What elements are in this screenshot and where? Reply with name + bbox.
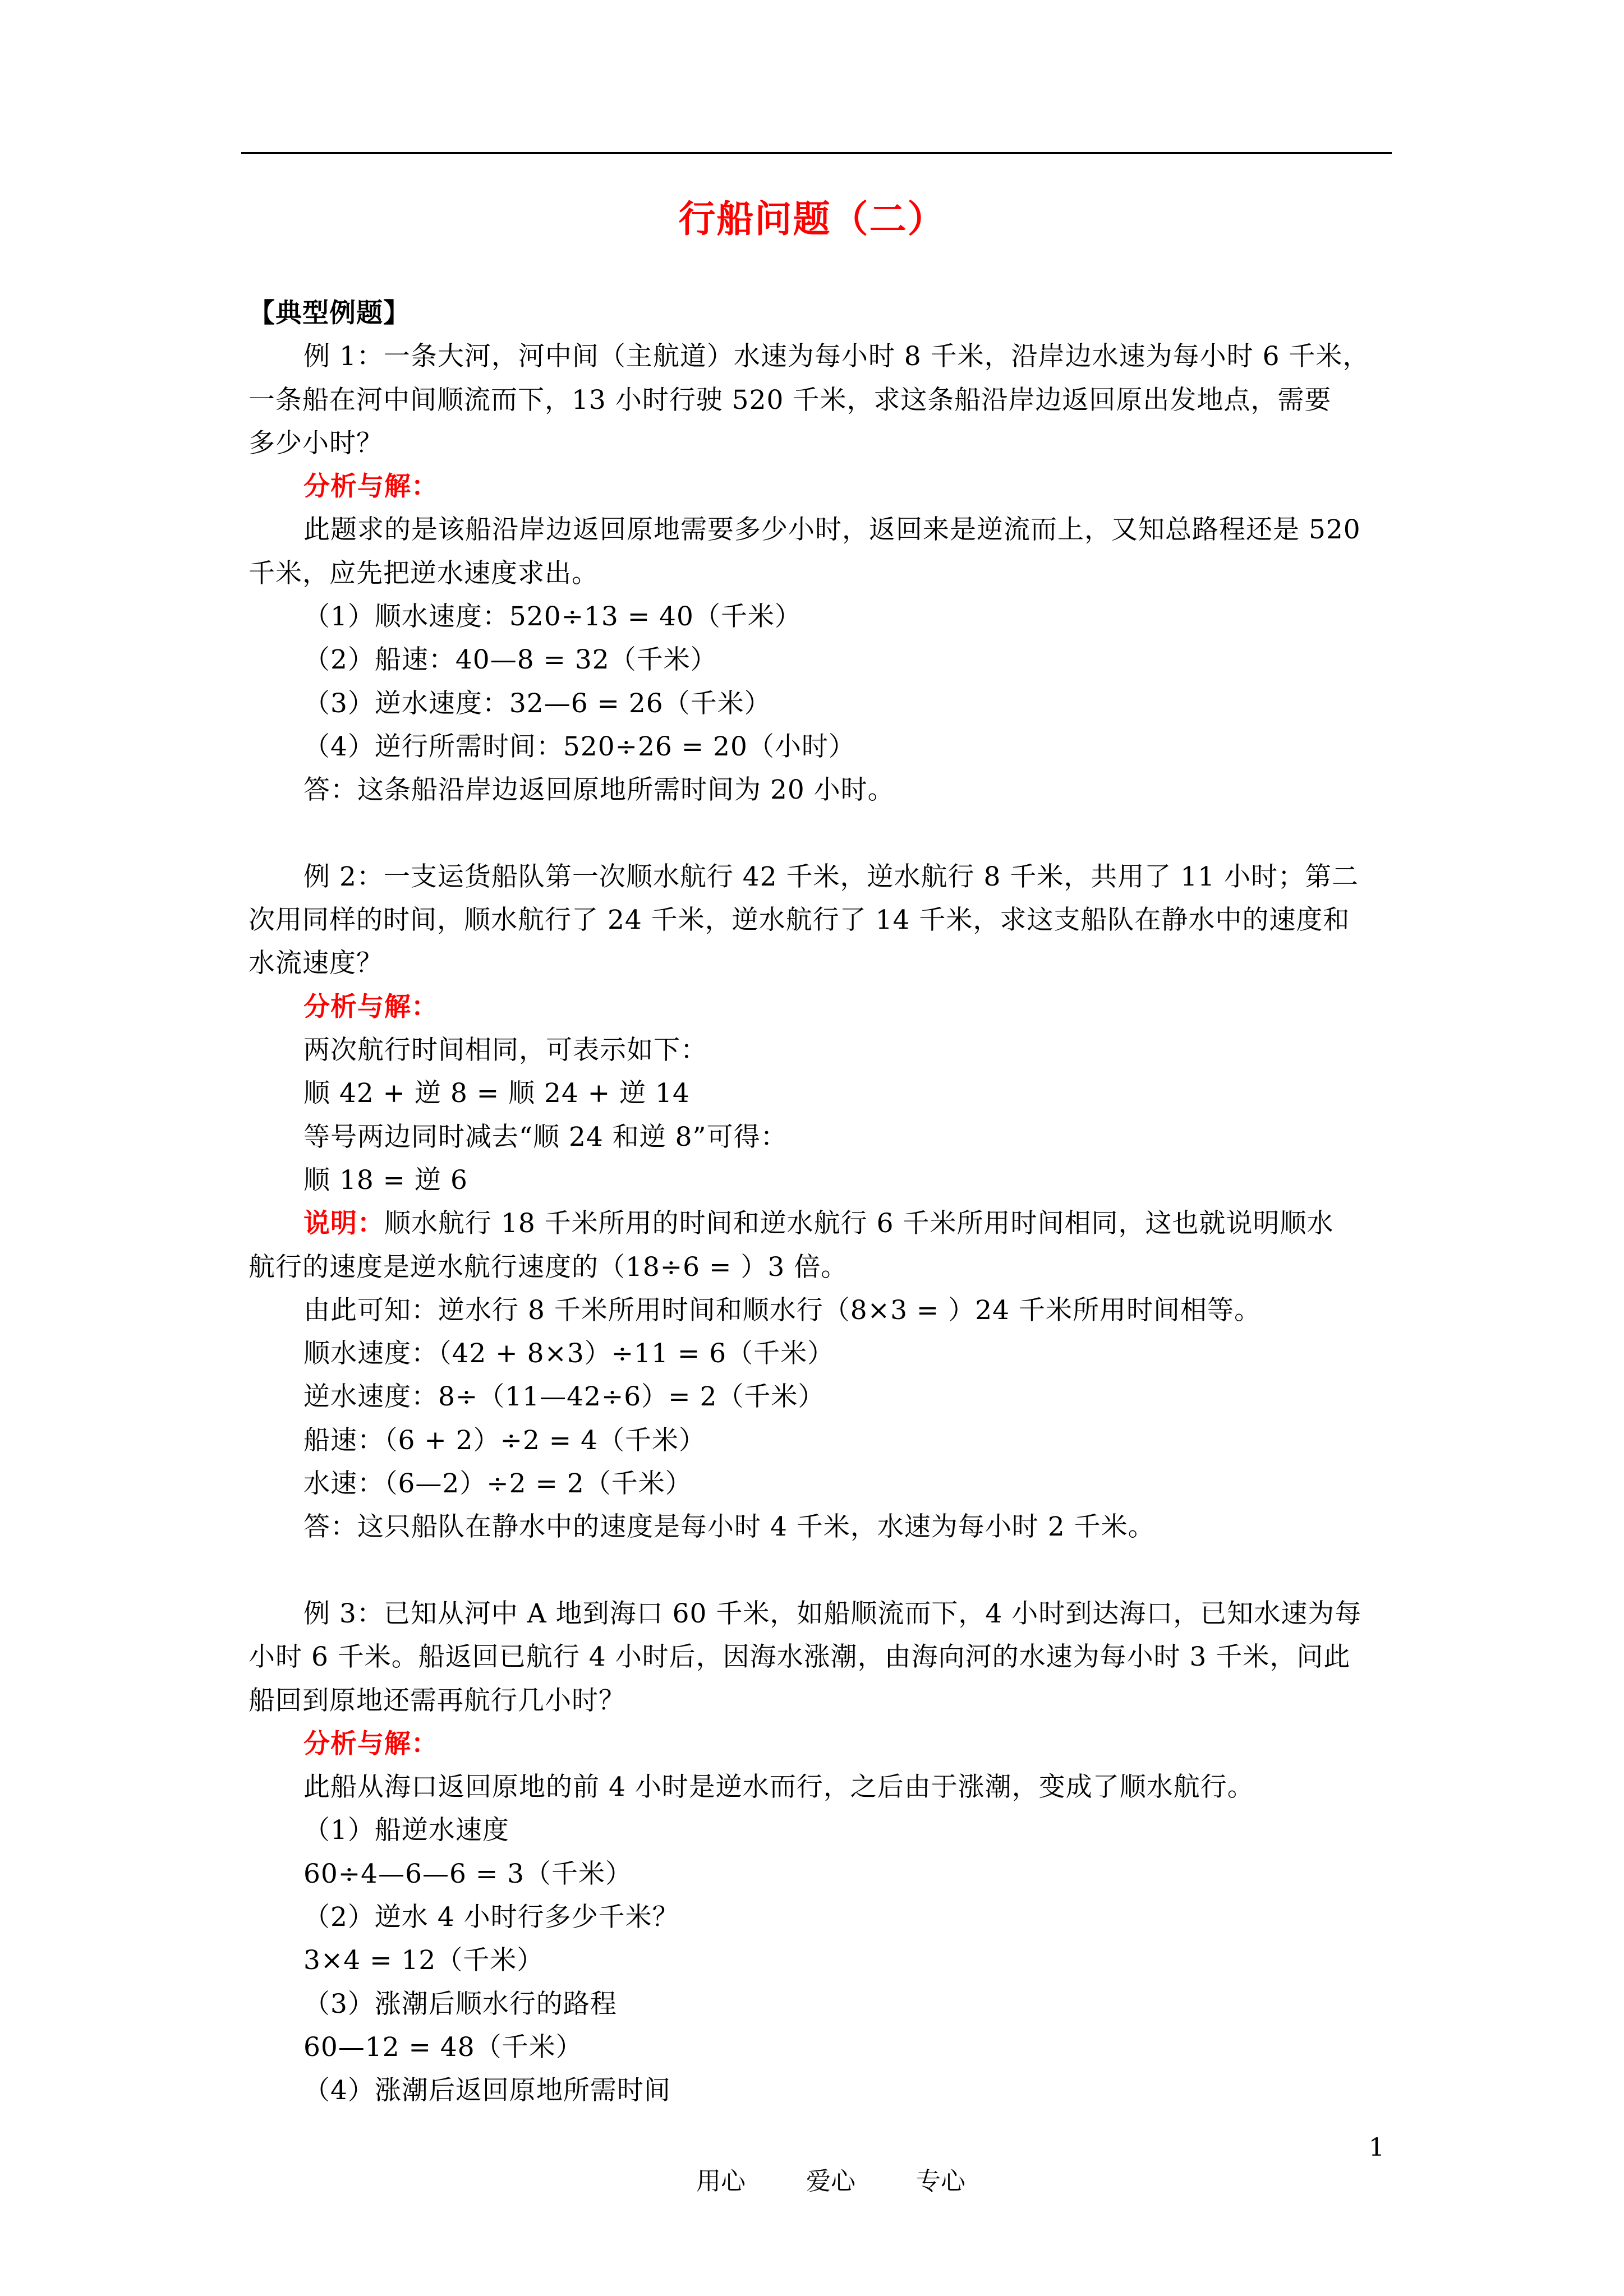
footer-motto <box>665 2131 965 2232</box>
text-line: 顺水速度：（42 + 8×3）÷11 = 6（千米） <box>303 1338 835 1370</box>
text-line: 船速：（6 + 2）÷2 = 4（千米） <box>303 1424 706 1456</box>
text-line: 顺 42 + 逆 8 = 顺 24 + 逆 14 <box>303 1078 690 1109</box>
text-line: 例 2：一支运货船队第一次顺水航行 42 千米，逆水航行 8 千米，共用了 11 小时；第二 <box>303 861 1359 892</box>
footer-motto-1: 用心 <box>696 2167 746 2196</box>
analysis-heading: 分析与解： <box>303 1728 438 1759</box>
blank-line <box>249 812 1427 855</box>
text-line: 小时 6 千米。船返回已航行 4 小时后，因海水涨潮，由海向河的水速为每小时 3 千米，问此 <box>249 1642 1351 1673</box>
text-line: 两次航行时间相同，可表示如下： <box>303 1035 707 1066</box>
text-line: 等号两边同时减去“顺 24 和逆 8”可得： <box>303 1121 788 1152</box>
header-rule <box>241 152 1392 154</box>
text-line: （1）顺水速度：520÷13 = 40（千米） <box>303 601 802 633</box>
text-line: 多少小时？ <box>249 427 383 459</box>
page-number: 1 <box>1369 2133 1384 2162</box>
text-line: （4）逆行所需时间：520÷26 = 20（小时） <box>303 731 855 762</box>
text-line: 3×4 = 12（千米） <box>303 1945 544 1976</box>
text-line: （3）涨潮后顺水行的路程 <box>303 1988 617 2020</box>
note-text: 顺水航行 18 千米所用的时间和逆水航行 6 千米所用时间相同，这也就说明顺水 <box>384 1208 1334 1239</box>
text-line: （3）逆水速度：32—6 = 26（千米） <box>303 688 771 719</box>
text-line: 例 1：一条大河，河中间（主航道）水速为每小时 8 千米，沿岸边水速为每小时 6 千米， <box>303 341 1370 372</box>
text-line: 水速：（6—2）÷2 = 2（千米） <box>303 1468 692 1500</box>
text-line: 例 3：已知从河中 A 地到海口 60 千米，如船顺流而下，4 小时到达海口，已知水速为每 <box>303 1598 1362 1629</box>
analysis-heading: 分析与解： <box>303 471 438 502</box>
text-line: 顺 18 = 逆 6 <box>303 1164 468 1196</box>
document-body <box>249 292 1427 2112</box>
section-heading: 【典型例题】 <box>249 298 410 329</box>
text-line: 答：这只船队在静水中的速度是每小时 4 千米，水速为每小时 2 千米。 <box>303 1511 1155 1543</box>
note-line <box>249 1202 1427 1245</box>
text-line: 此船从海口返回原地的前 4 小时是逆水而行，之后由于涨潮，变成了顺水航行。 <box>303 1772 1254 1803</box>
text-line: （4）涨潮后返回原地所需时间 <box>303 2075 671 2106</box>
note-label: 说明： <box>303 1208 384 1239</box>
text-line: 逆水速度：8÷（11—42÷6）= 2（千米） <box>303 1381 825 1413</box>
analysis-heading: 分析与解： <box>303 991 438 1022</box>
text-line: 一条船在河中间顺流而下，13 小时行驶 520 千米，求这条船沿岸边返回原出发地点，需要 <box>249 384 1332 416</box>
text-line: 千米，应先把逆水速度求出。 <box>249 557 599 589</box>
page-title: 行船问题（二） <box>678 197 946 241</box>
text-line: （2）船速：40—8 = 32（千米） <box>303 644 717 676</box>
text-line: 此题求的是该船沿岸边返回原地需要多少小时，返回来是逆流而上，又知总路程还是 520 <box>303 514 1361 546</box>
text-line: 航行的速度是逆水航行速度的（18÷6 = ）3 倍。 <box>249 1251 848 1283</box>
text-line: 次用同样的时间，顺水航行了 24 千米，逆水航行了 14 千米，求这支船队在静水中的速度和 <box>249 905 1350 936</box>
text-line: 水流速度？ <box>249 948 383 979</box>
text-line: 船回到原地还需再航行几小时？ <box>249 1685 625 1716</box>
text-line: （1）船逆水速度 <box>303 1815 509 1846</box>
text-line: 60—12 = 48（千米） <box>303 2031 583 2063</box>
text-line: 由此可知：逆水行 8 千米所用时间和顺水行（8×3 = ）24 千米所用时间相等。 <box>303 1294 1261 1326</box>
text-line: 答：这条船沿岸边返回原地所需时间为 20 小时。 <box>303 774 895 806</box>
blank-line <box>249 1549 1427 1592</box>
footer-motto-3: 专心 <box>915 2167 965 2196</box>
text-line: 60÷4—6—6 = 3（千米） <box>303 1858 633 1889</box>
footer-motto-2: 爱心 <box>806 2167 855 2196</box>
text-line: （2）逆水 4 小时行多少千米？ <box>303 1901 679 1933</box>
